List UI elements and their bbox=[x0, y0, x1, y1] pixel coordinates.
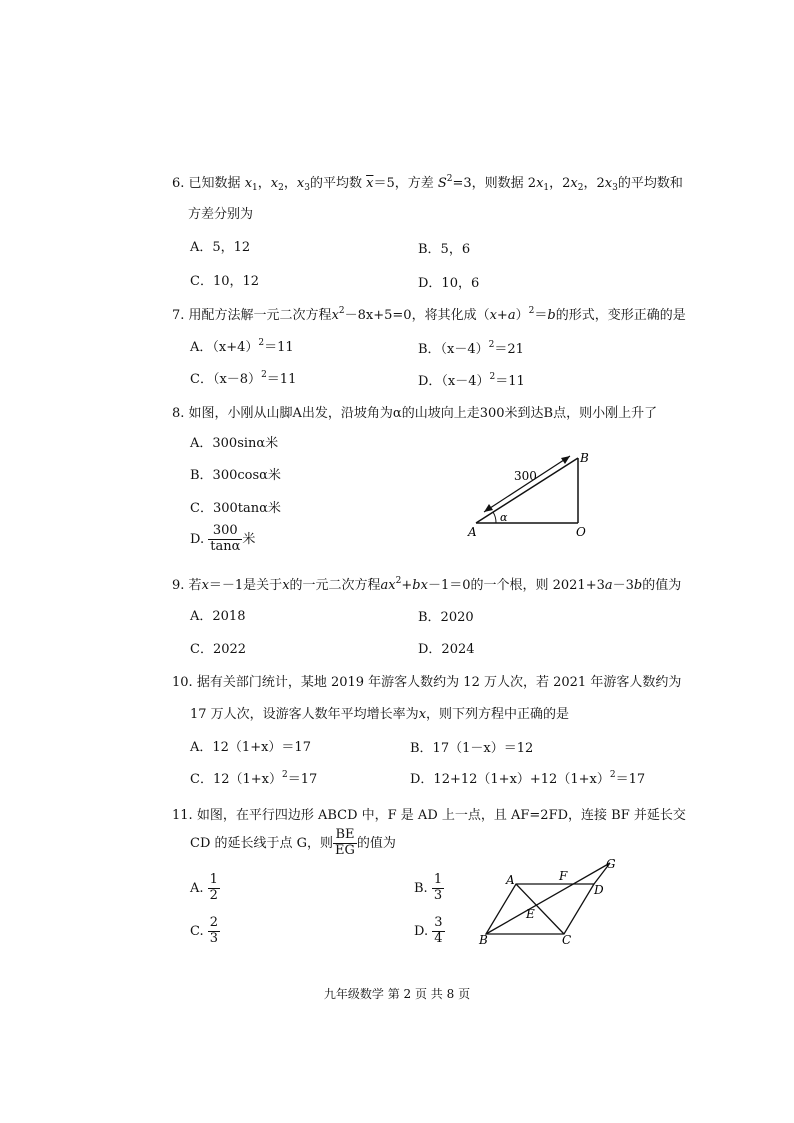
question-10 bbox=[172, 671, 681, 690]
option-c: C．$(x-8)^2=11$ bbox=[190, 370, 297, 387]
angle-arc bbox=[493, 512, 496, 523]
option-a: A. $\frac{1}{2}$ bbox=[190, 872, 218, 903]
option-d: D．10，6 bbox=[418, 276, 480, 291]
option-a: A．12（1+x）＝17 bbox=[190, 740, 311, 755]
option-d: D. $\frac{300}{\tan\alpha}$ 米 bbox=[190, 523, 256, 554]
option-a: A．300sinα米 bbox=[190, 436, 279, 451]
label-G: G bbox=[606, 858, 616, 871]
option-a: A．2018 bbox=[190, 609, 246, 624]
option-d: D．$12+12(1+x)+12(1+x)^2=17$ bbox=[410, 770, 646, 787]
option-b: B．5，6 bbox=[418, 242, 471, 257]
question-text-cont: 17 万人次，设游客人数年平均增长率为x，则下列方程中正确的是 bbox=[190, 707, 570, 722]
option-d: D．2024 bbox=[418, 642, 475, 657]
label-O: O bbox=[576, 525, 586, 539]
question-text-cont: 方差分别为 bbox=[188, 207, 254, 222]
option-b: B．2020 bbox=[418, 610, 474, 625]
arrowhead-down bbox=[484, 504, 493, 512]
option-c: C. $\frac{2}{3}$ bbox=[190, 915, 219, 946]
label-D: D bbox=[594, 883, 604, 897]
label-B: B bbox=[580, 451, 589, 465]
page-footer: 九年级数学 第 2 页 共 8 页 bbox=[323, 987, 471, 1001]
parallelogram-figure bbox=[476, 858, 626, 948]
fraction-be-eg: $\frac{BE}{EG}$ bbox=[335, 827, 355, 858]
question-8 bbox=[172, 402, 657, 421]
option-c: C．10，12 bbox=[190, 274, 260, 289]
question-number: 11. bbox=[172, 808, 193, 823]
label-C: C bbox=[562, 933, 572, 947]
question-text: 如图，小刚从山脚A出发，沿坡角为α的山坡向上走300米到达B点，则小刚上升了 bbox=[188, 406, 658, 421]
question-text: 如图，在平行四边形 ABCD 中，F 是 AD 上一点，且 AF=2FD，连接 BF 并延长交 bbox=[196, 808, 686, 823]
question-11 bbox=[172, 804, 686, 823]
segment-ac bbox=[516, 884, 564, 934]
label-300: 300 bbox=[514, 469, 537, 483]
slope-line bbox=[476, 458, 578, 523]
option-b: B. $\frac{1}{3}$ bbox=[414, 872, 443, 903]
option-b: B．300cosα米 bbox=[190, 468, 281, 483]
arrowhead-up bbox=[561, 456, 570, 464]
label-E: E bbox=[526, 907, 535, 921]
option-c: C．2022 bbox=[190, 642, 247, 657]
option-a: A．$(x+4)^2=11$ bbox=[190, 338, 294, 355]
label-A: A bbox=[506, 873, 515, 887]
question-number: 7. bbox=[172, 308, 185, 323]
question-number: 8. bbox=[172, 406, 185, 421]
label-alpha: α bbox=[500, 511, 508, 524]
option-b: B．$(x-4)^2=21$ bbox=[418, 340, 524, 357]
fraction: $\frac{300}{\tan\alpha}$ bbox=[210, 523, 241, 554]
question-number: 9. bbox=[172, 578, 185, 593]
question-text: 若x＝－1是关于x的一元二次方程$ax^2+bx-1=0$的一个根，则 2021+3a－3b的值为 bbox=[188, 576, 682, 593]
question-text-cont: CD 的延长线于点 G，则 $\frac{BE}{EG}$ 的值为 bbox=[190, 827, 396, 858]
option-d: D. $\frac{3}{4}$ bbox=[414, 915, 443, 946]
distance-arrow-line bbox=[484, 456, 570, 512]
option-c: C．$12(1+x)^2=17$ bbox=[190, 770, 318, 787]
option-a: A．5，12 bbox=[190, 240, 251, 255]
segment-bg bbox=[486, 863, 610, 934]
label-A: A bbox=[468, 525, 477, 539]
label-B: B bbox=[479, 933, 488, 947]
option-d: D．$(x-4)^2=11$ bbox=[418, 372, 525, 389]
question-6 bbox=[172, 172, 683, 191]
question-7 bbox=[172, 304, 686, 323]
question-text: 用配方法解一元二次方程$x^2-8x+5=0$，将其化成$(x+a)^2=b$的形式，变形正确的是 bbox=[188, 306, 686, 323]
option-b: B．17（1－x）＝12 bbox=[410, 741, 534, 756]
question-number: 10. bbox=[172, 675, 193, 690]
question-number: 6. bbox=[172, 176, 185, 191]
slope-figure bbox=[462, 450, 622, 540]
option-c: C．300tanα米 bbox=[190, 501, 281, 516]
question-text: 据有关部门统计，某地 2019 年游客人数约为 12 万人次，若 2021 年游客人数约为 bbox=[196, 675, 682, 690]
question-9 bbox=[172, 574, 681, 593]
question-text: 已知数据 $x_1$，$x_2$，$x_3$的平均数 $\overline{x}=5$，方差 $S^2=3$，则数据 $2x_1$，$2x_2$，$2x_3$的平均数和 bbox=[188, 174, 683, 193]
label-F: F bbox=[559, 869, 568, 883]
